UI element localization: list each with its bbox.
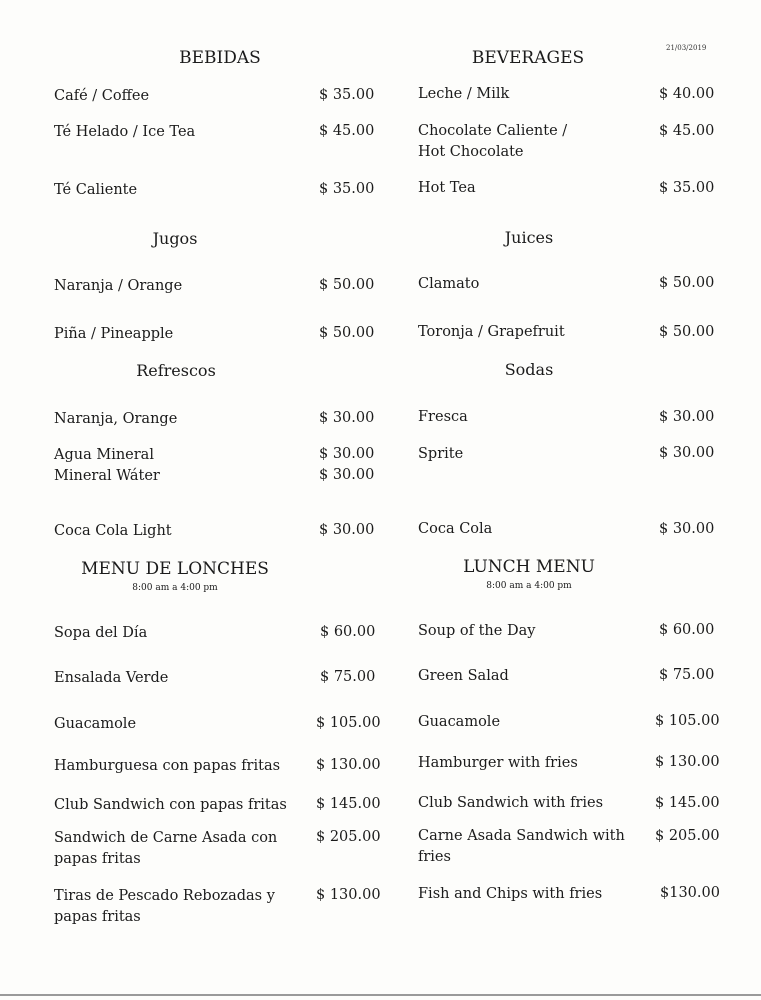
- price-mineral-water: $ 30.00: [319, 467, 375, 483]
- item-te-caliente: Té Caliente: [54, 182, 138, 198]
- price-agua-mineral: $ 30.00: [319, 446, 375, 462]
- heading-jugos: Jugos: [152, 229, 198, 248]
- price-pescado: $ 130.00: [316, 887, 381, 903]
- item-carne-asada-en-line1: Carne Asada Sandwich with: [418, 828, 625, 844]
- price-carne-asada-en: $ 205.00: [655, 828, 720, 844]
- item-pina: Piña / Pineapple: [54, 326, 174, 342]
- item-naranja-jugo: Naranja / Orange: [54, 278, 183, 294]
- item-cafe: Café / Coffee: [54, 88, 150, 104]
- item-carne-asada-en-line2: fries: [418, 849, 451, 865]
- heading-lunch-menu: LUNCH MENU: [463, 557, 595, 577]
- item-pescado-line2: papas fritas: [54, 909, 141, 925]
- price-te-caliente: $ 35.00: [319, 181, 375, 197]
- price-clamato: $ 50.00: [659, 275, 715, 291]
- heading-refrescos: Refrescos: [136, 361, 216, 380]
- item-guacamole-en: Guacamole: [418, 714, 501, 730]
- item-coca-light: Coca Cola Light: [54, 523, 172, 539]
- price-coca-light: $ 30.00: [319, 522, 375, 538]
- price-coca-cola: $ 30.00: [659, 521, 715, 537]
- item-soup: Soup of the Day: [418, 623, 536, 639]
- item-sopa: Sopa del Día: [54, 625, 148, 641]
- item-hamburguesa: Hamburguesa con papas fritas: [54, 758, 281, 774]
- price-sopa: $ 60.00: [320, 624, 376, 640]
- item-fish: Fish and Chips with fries: [418, 886, 603, 902]
- heading-bebidas: BEBIDAS: [179, 48, 261, 68]
- item-hamburger: Hamburger with fries: [418, 755, 578, 771]
- price-ensalada: $ 75.00: [320, 669, 376, 685]
- item-te-helado: Té Helado / Ice Tea: [54, 124, 196, 140]
- item-toronja: Toronja / Grapefruit: [418, 324, 565, 340]
- price-guacamole-en: $ 105.00: [655, 713, 720, 729]
- price-fish: $130.00: [660, 885, 720, 901]
- price-pina: $ 50.00: [319, 325, 375, 341]
- item-fresca: Fresca: [418, 409, 468, 425]
- item-chocolate-line1: Chocolate Caliente /: [418, 123, 568, 139]
- price-carne-asada-es: $ 205.00: [316, 829, 381, 845]
- menu-date: 21/03/2019: [666, 44, 707, 52]
- item-hot-tea: Hot Tea: [418, 180, 476, 196]
- hours-lonches: 8:00 am a 4:00 pm: [132, 583, 218, 593]
- item-agua-mineral-line2: Mineral Wáter: [54, 468, 160, 484]
- item-agua-mineral-line1: Agua Mineral: [54, 447, 154, 463]
- heading-menu-lonches: MENU DE LONCHES: [81, 559, 269, 579]
- price-guacamole-es: $ 105.00: [316, 715, 381, 731]
- price-club-en: $ 145.00: [655, 795, 720, 811]
- price-hamburguesa: $ 130.00: [316, 757, 381, 773]
- item-sprite: Sprite: [418, 446, 464, 462]
- item-clamato: Clamato: [418, 276, 480, 292]
- price-toronja: $ 50.00: [659, 324, 715, 340]
- item-pescado-line1: Tiras de Pescado Rebozadas y: [54, 888, 275, 904]
- heading-beverages: BEVERAGES: [471, 48, 585, 68]
- price-hamburger: $ 130.00: [655, 754, 720, 770]
- price-te-helado: $ 45.00: [319, 123, 375, 139]
- heading-sodas: Sodas: [504, 360, 554, 379]
- price-chocolate: $ 45.00: [659, 123, 715, 139]
- item-club-es: Club Sandwich con papas fritas: [54, 797, 287, 813]
- price-hot-tea: $ 35.00: [659, 180, 715, 196]
- price-fresca: $ 30.00: [659, 409, 715, 425]
- price-green-salad: $ 75.00: [659, 667, 715, 683]
- item-guacamole-es: Guacamole: [54, 716, 137, 732]
- price-naranja-refresco: $ 30.00: [319, 410, 375, 426]
- item-leche: Leche / Milk: [418, 86, 510, 102]
- item-chocolate-line2: Hot Chocolate: [418, 144, 524, 160]
- price-club-es: $ 145.00: [316, 796, 381, 812]
- bottom-edge-line: [0, 994, 761, 996]
- heading-juices: Juices: [504, 228, 554, 247]
- price-naranja-jugo: $ 50.00: [319, 277, 375, 293]
- price-cafe: $ 35.00: [319, 87, 375, 103]
- item-carne-asada-es-line2: papas fritas: [54, 851, 141, 867]
- item-green-salad: Green Salad: [418, 668, 509, 684]
- item-naranja-refresco: Naranja, Orange: [54, 411, 178, 427]
- item-coca-cola: Coca Cola: [418, 521, 493, 537]
- price-soup: $ 60.00: [659, 622, 715, 638]
- item-ensalada: Ensalada Verde: [54, 670, 169, 686]
- price-leche: $ 40.00: [659, 86, 715, 102]
- hours-lunch: 8:00 am a 4:00 pm: [486, 581, 572, 591]
- item-club-en: Club Sandwich with fries: [418, 795, 604, 811]
- item-carne-asada-es-line1: Sandwich de Carne Asada con: [54, 830, 278, 846]
- price-sprite: $ 30.00: [659, 445, 715, 461]
